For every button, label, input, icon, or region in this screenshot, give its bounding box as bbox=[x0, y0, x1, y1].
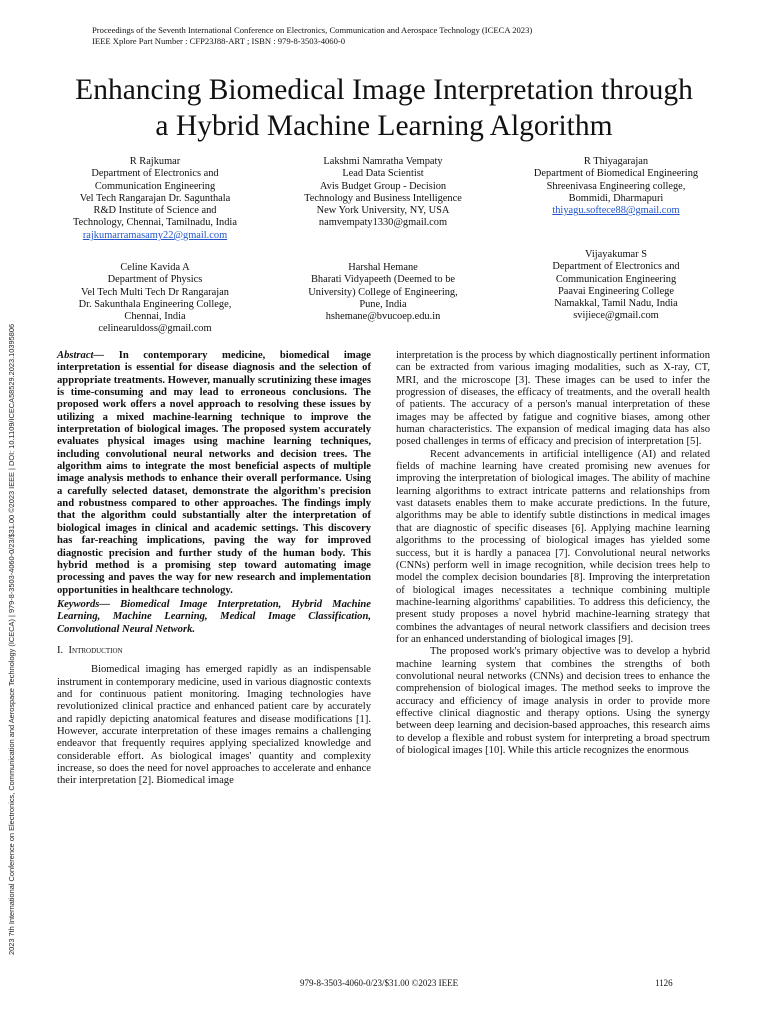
author-email-link[interactable]: thiyagu.softece88@gmail.com bbox=[552, 205, 680, 217]
author-affiliation: University) College of Engineering, bbox=[308, 286, 458, 298]
footer-copyright: 979-8-3503-4060-0/23/$31.00 ©2023 IEEE bbox=[300, 978, 459, 988]
author-affiliation: Chennai, India bbox=[124, 311, 186, 323]
author-affiliation: Lead Data Scientist bbox=[342, 168, 424, 180]
author-block-hemane bbox=[283, 262, 483, 323]
paragraph-continued: interpretation is the process by which diagnostically pertinent information can be extracted from various imaging modalities, such as X-ray, CT, MRI, and the microscope [3]. These images can be used to infer the progression of diseases, the efficacy of treatments, and the overall health of patients. The accuracy of a person's manual interpretation of these images may be affected by fatigue and cognitive biases, among other human characteristics. The expansion of medical imaging data has also posed challenges in terms of efficacy and precision of interpretation [5]. bbox=[396, 350, 710, 448]
paper-title bbox=[30, 72, 738, 144]
author-name: Lakshmi Namratha Vempaty bbox=[323, 156, 443, 167]
paragraph-objective: The proposed work's primary objective was to develop a hybrid machine learning system that combines the strengths of both convolutional neural networks (CNNs) and decision trees to enhance the comprehension of biological images. The method seeks to improve the accuracy and efficiency of image analysis in order to provide more effective clinical diagnostic and therapy options. Using the synergy between deep learning and decision-based approaches, this research aims to develop a flexible and robust system for interpreting a broad spectrum of biological images [10]. While this article recognizes the enormous bbox=[396, 646, 710, 756]
author-email: hshemane@bvucoep.edu.in bbox=[325, 311, 441, 323]
author-name: R Rajkumar bbox=[129, 156, 181, 167]
author-name: Harshal Hemane bbox=[348, 262, 418, 273]
author-affiliation: Technology, Chennai, Tamilnadu, India bbox=[73, 217, 237, 229]
author-block-vempaty bbox=[283, 156, 483, 230]
author-email: celinearuldoss@gmail.com bbox=[98, 323, 212, 335]
author-email-link[interactable]: rajkumarramasamy22@gmail.com bbox=[82, 229, 228, 241]
author-affiliation: R&D Institute of Science and bbox=[93, 205, 217, 217]
author-affiliation: Department of Electronics and bbox=[552, 261, 680, 273]
author-affiliation: Department of Electronics and bbox=[91, 168, 219, 180]
author-affiliation: Avis Budget Group - Decision bbox=[319, 180, 447, 192]
author-block-thiyagarajan bbox=[516, 156, 716, 217]
title-line-2: a Hybrid Machine Learning Algorithm bbox=[155, 110, 613, 142]
conference-line-2: IEEE Xplore Part Number : CFP23J88-ART ; ISBN : 979-8-3503-4060-0 bbox=[92, 36, 346, 46]
author-affiliation: Vel Tech Rangarajan Dr. Sagunthala bbox=[79, 192, 231, 204]
author-affiliation: Technology and Business Intelligence bbox=[304, 192, 462, 204]
author-name: Vijayakumar S bbox=[585, 249, 647, 260]
author-name: Celine Kavida A bbox=[120, 262, 190, 273]
author-affiliation: Department of Physics bbox=[107, 274, 203, 286]
section-heading bbox=[57, 645, 371, 657]
abstract-text: In contemporary medicine, biomedical image interpretation is essential for disease diagnosis and the selection of appropriate treatments. However, manually scrutinizing these images is time-consuming and may lead to erroneous conclusions. The proposed work offers a novel approach to resolving these issues by utilizing a mixed machine-learning technique to improve the interpretation of biological images. The proposed system accurately evaluates physical images using machine learning techniques, including convolutional neural networks and decision trees. The algorithm aims to integrate the most beneficial aspects of multiple image analysis methods to enhance their overall performance. Using a carefully selected dataset, demonstrate the algorithm's precision and robustness compared to other approaches. The findings imply that the algorithm could substantially alter the interpretation of biological images in clinical and academic settings. This discovery has far-reaching implications, paving the way for improved diagnostic precision and further study of the human body. This hybrid method is a promising step toward automating image processing and paves the way for new research and implementation opportunities in healthcare technology. bbox=[57, 350, 371, 596]
left-column bbox=[57, 350, 371, 788]
abstract bbox=[57, 350, 371, 597]
author-block-rajkumar bbox=[55, 156, 255, 242]
author-block-celine bbox=[50, 262, 260, 336]
author-affiliation: Namakkal, Tamil Nadu, India bbox=[554, 298, 678, 310]
conference-line-1: Proceedings of the Seventh International Conference on Electronics, Communication and Aerospace Technology (ICECA 2023) bbox=[92, 25, 533, 35]
author-affiliation: Bharati Vidyapeeth (Deemed to be bbox=[310, 274, 456, 286]
author-affiliation: Dr. Sakunthala Engineering College, bbox=[78, 298, 232, 310]
author-affiliation: Vel Tech Multi Tech Dr Rangarajan bbox=[81, 286, 229, 298]
author-affiliation: Communication Engineering bbox=[555, 273, 677, 285]
author-affiliation: New York University, NY, USA bbox=[316, 205, 450, 217]
right-column bbox=[396, 350, 710, 757]
author-affiliation: Shreenivasa Engineering college, bbox=[546, 180, 686, 192]
section-title: Introduction bbox=[68, 644, 123, 656]
author-name: R Thiyagarajan bbox=[583, 156, 649, 167]
author-affiliation: Bommidi, Dharmapuri bbox=[568, 192, 664, 204]
intro-paragraph: Biomedical imaging has emerged rapidly as an indispensable instrument in contemporary medicine, used in various diagnostic contexts and for continuous patient monitoring. Imaging technologies have revolutionized clinical practice and enhanced patient care by accurately and rapidly depicting anatomical features and disease modifications [1]. However, accurate interpretation of these images remains a challenging endeavor that frequently requires applying specialized knowledge and considerable effort. As biological images' quantity and complexity increase, so does the need for novel approaches to accelerate and enhance their interpretation [2]. Biomedical image bbox=[57, 664, 371, 787]
author-affiliation: Pune, India bbox=[359, 298, 407, 310]
conference-header bbox=[92, 25, 532, 47]
author-email: namvempaty1330@gmail.com bbox=[318, 217, 448, 229]
abstract-lead: Abstract— bbox=[57, 350, 105, 361]
author-affiliation: Paavai Engineering College bbox=[558, 285, 674, 297]
author-affiliation: Communication Engineering bbox=[94, 180, 216, 192]
paragraph-ai-advancements: Recent advancements in artificial intelligence (AI) and related fields of machine learning have created promising new avenues for improving the interpretation of biological images. The ability of machine learning algorithms to extract intricate patterns and relationships from vast datasets enables them to make accurate predictions. In the future, algorithms may be able to identify subtle distinctions in medical images that are diagnostic of specific diseases [6]. Applying machine learning algorithms to the processing of biological images has yielded some success, but it is hardly a panacea [7]. Convolutional neural networks (CNNs) perform well in image recognition, while decision trees help to model the complex decision boundaries [8]. Improving the interpretation of biological images necessitates a technique combining multiple machine-learning algorithms' capabilities. To address this deficiency, the present study proposes a novel hybrid machine-learning strategy that combines the advantages of neural network classifiers and decision trees for an enhanced understanding of biological images [9]. bbox=[396, 448, 710, 645]
author-block-vijayakumar bbox=[516, 249, 716, 323]
title-line-1: Enhancing Biomedical Image Interpretation through bbox=[75, 74, 693, 106]
keywords: Keywords— Biomedical Image Interpretation, Hybrid Machine Learning, Machine Learning, Medical Image Classification, Convolutional Neural Network. bbox=[57, 598, 371, 635]
page-number: 1126 bbox=[655, 978, 673, 988]
doi-sidebar: 2023 7th International Conference on Electronics, Communication and Aerospace Technology (ICECA) | 979-8-3503-4060-0/23/$31.00 ©2023 IEEE | DOI: 10.1109/ICECA58529.2023.10395806 bbox=[7, 323, 16, 955]
author-affiliation: Department of Biomedical Engineering bbox=[533, 168, 699, 180]
author-email: svijiece@gmail.com bbox=[573, 310, 659, 322]
section-number: I. bbox=[57, 644, 64, 656]
